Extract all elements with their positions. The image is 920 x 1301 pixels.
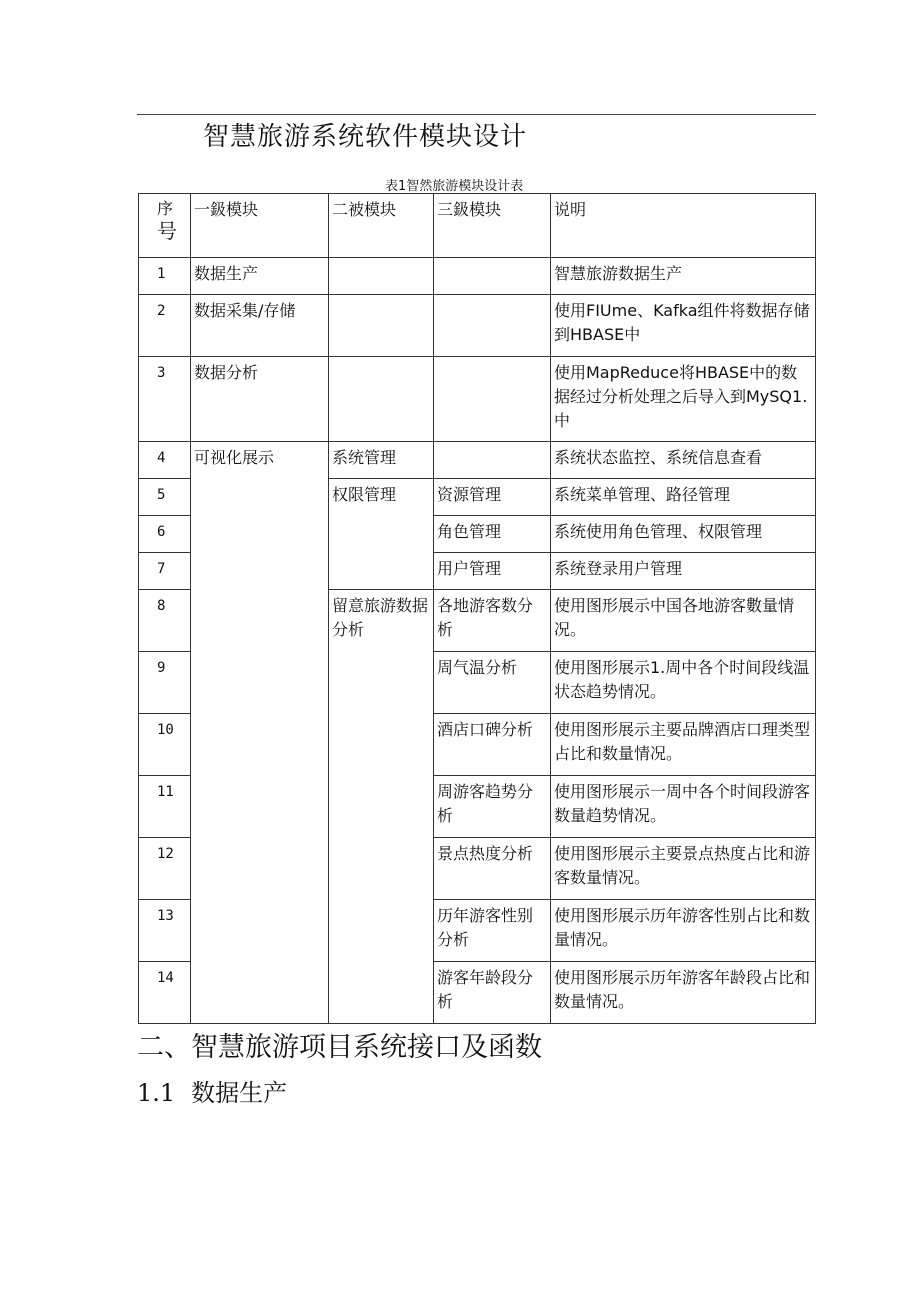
- row-level2: 权限管理: [329, 479, 434, 590]
- row-num: 4: [139, 442, 191, 479]
- row-desc: 使用图形展示1.周中各个时间段线温状态趋势情况。: [551, 652, 816, 714]
- row-level3: [434, 357, 551, 442]
- header-num-top: 序: [157, 199, 174, 218]
- row-level1: 数据分析: [191, 357, 329, 442]
- row-num: 9: [139, 652, 191, 714]
- row-level3: 历年游客性别分析: [434, 900, 551, 962]
- header-desc: 说明: [551, 194, 816, 258]
- table-row: [139, 295, 816, 357]
- row-num: 1: [139, 258, 191, 295]
- row-level3: [434, 258, 551, 295]
- row-num: 14: [139, 962, 191, 1024]
- row-level3: [434, 295, 551, 357]
- row-desc: 使用图形展示历年游客年龄段占比和数量情况。: [551, 962, 816, 1024]
- table-row: [139, 258, 816, 295]
- row-num: 2: [139, 295, 191, 357]
- row-level2: 留意旅游数据分析: [329, 590, 434, 1024]
- row-desc: 系统使用角色管理、权限管理: [551, 516, 816, 553]
- header-level2: 二被模块: [329, 194, 434, 258]
- row-level3: 景点热度分析: [434, 838, 551, 900]
- row-num: 12: [139, 838, 191, 900]
- top-rule: [137, 114, 816, 115]
- row-level3: 各地游客数分析: [434, 590, 551, 652]
- row-level2: 系统管理: [329, 442, 434, 479]
- row-num: 13: [139, 900, 191, 962]
- header-num-bottom: 号: [157, 219, 177, 243]
- row-num: 10: [139, 714, 191, 776]
- subsection-title: 数据生产: [191, 1079, 288, 1107]
- row-desc: 使用图形展示主要品牌酒店口理类型占比和数量情况。: [551, 714, 816, 776]
- row-num: 3: [139, 357, 191, 442]
- row-level3: 周游客趋势分析: [434, 776, 551, 838]
- row-level3: 周气温分析: [434, 652, 551, 714]
- module-design-table: [138, 193, 816, 1024]
- row-level3: 游客年龄段分析: [434, 962, 551, 1024]
- row-level1: 数据生产: [191, 258, 329, 295]
- row-desc: 使用图形展示主要景点热度占比和游客数量情况。: [551, 838, 816, 900]
- subsection-heading: [137, 1073, 287, 1108]
- subsection-number: 1.1: [137, 1079, 176, 1107]
- table-row: [139, 442, 816, 479]
- row-level3: 用户管理: [434, 553, 551, 590]
- row-desc: 使用图形展示一周中各个时间段游客数量趋势情况。: [551, 776, 816, 838]
- page-title: 智慧旅游系统软件模块设计: [203, 122, 528, 152]
- row-level3: 角色管理: [434, 516, 551, 553]
- row-num: 11: [139, 776, 191, 838]
- row-desc: 使用FIUme、Kafka组件将数据存储到HBASE中: [551, 295, 816, 357]
- header-level1: 一鈒模块: [191, 194, 329, 258]
- row-num: 8: [139, 590, 191, 652]
- row-level2: [329, 295, 434, 357]
- row-level1: 可视化展示: [191, 442, 329, 1024]
- row-desc: 智慧旅游数据生产: [551, 258, 816, 295]
- row-desc: 使用图形展示历年游客性别占比和数量情况。: [551, 900, 816, 962]
- row-level1: 数据采集/存储: [191, 295, 329, 357]
- header-num: [139, 194, 191, 258]
- header-level3: 三鈒模块: [434, 194, 551, 258]
- row-num: 5: [139, 479, 191, 516]
- table-header-row: [139, 194, 816, 258]
- row-level3: [434, 442, 551, 479]
- row-desc: 系统登录用户管理: [551, 553, 816, 590]
- row-desc: 系统状态监控、系统信息查看: [551, 442, 816, 479]
- row-level3: 资源管理: [434, 479, 551, 516]
- row-desc: 使用图形展示中国各地游客數量情况。: [551, 590, 816, 652]
- table-caption: 表1智然旅游模块设计表: [385, 179, 524, 194]
- section-heading: 二、智慧旅游项目系统接口及函数: [137, 1032, 542, 1063]
- row-desc: 使用MapReduce将HBASE中的数据经过分析处理之后导入到MySQ1.中: [551, 357, 816, 442]
- row-level3: 酒店口碑分析: [434, 714, 551, 776]
- row-num: 6: [139, 516, 191, 553]
- row-level2: [329, 357, 434, 442]
- table-row: [139, 357, 816, 442]
- row-level2: [329, 258, 434, 295]
- row-desc: 系统菜单管理、路径管理: [551, 479, 816, 516]
- row-num: 7: [139, 553, 191, 590]
